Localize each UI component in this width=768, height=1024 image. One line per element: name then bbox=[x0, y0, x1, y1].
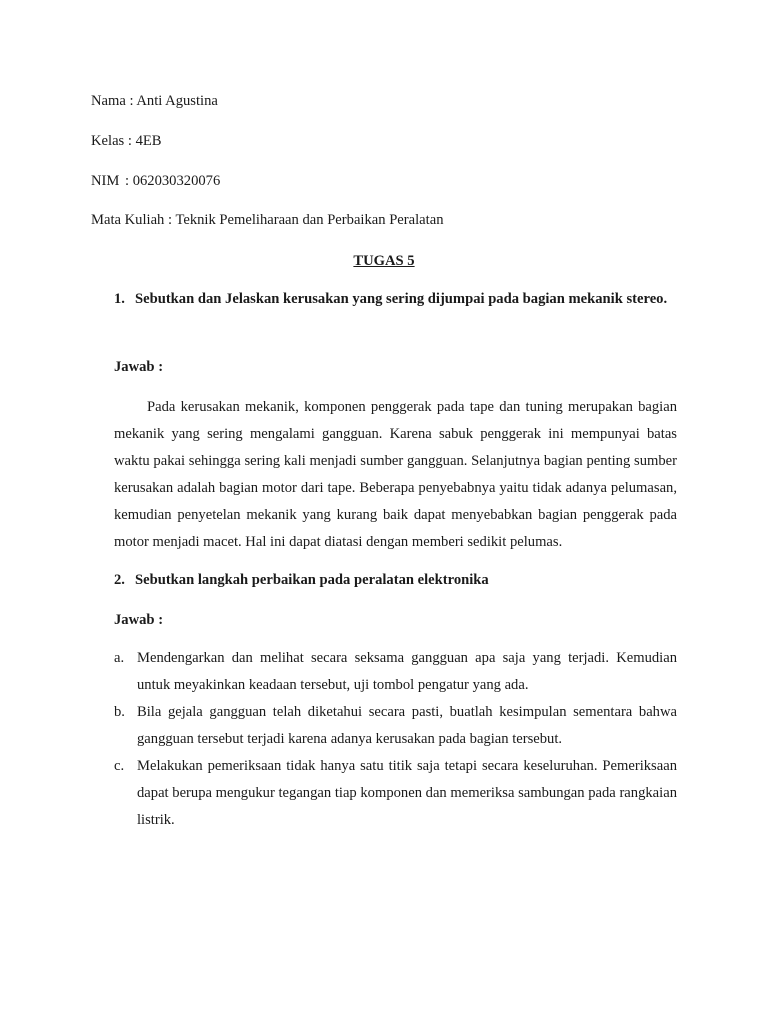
list-item bbox=[114, 699, 677, 753]
list-marker: a. bbox=[114, 650, 125, 666]
assignment-title: TUGAS 5 bbox=[353, 253, 415, 269]
answer-label: Jawab : bbox=[114, 612, 164, 628]
question-number: 2. bbox=[114, 572, 125, 588]
list-item-text: Mendengarkan dan melihat secara seksama gangguan apa saja yang terjadi. Kemudian untuk meyakinkan keadaan tersebut, uji tombol pengatur yang ada. bbox=[137, 650, 677, 693]
list-item bbox=[114, 645, 677, 699]
student-id bbox=[91, 172, 220, 190]
student-class: Kelas : 4EB bbox=[91, 133, 162, 149]
course-name: Mata Kuliah : Teknik Pemeliharaan dan Perbaikan Peralatan bbox=[91, 212, 444, 228]
answer-paragraph: Pada kerusakan mekanik, komponen penggerak pada tape dan tuning merupakan bagian mekanik yang sering mengalami gangguan. Karena sabuk penggerak ini mempunyai batas waktu pakai sehingga sering kali menjadi sumber gangguan. Selanjutnya bagian penting sumber kerusakan adalah bagian motor dari tape. Beberapa penyebabnya yaitu tidak adanya pelumasan, kemudian penyetelan mekanik yang kurang baik dapat menyebabkan bagian penggerak pada motor menjadi macet. Hal ini dapat diatasi dengan memberi sedikit pelumas. bbox=[114, 399, 677, 550]
question-text: Sebutkan langkah perbaikan pada peralatan elektronika bbox=[135, 572, 489, 588]
student-id-label: NIM bbox=[91, 173, 120, 189]
list-marker: b. bbox=[114, 704, 125, 720]
student-id-value: : 062030320076 bbox=[125, 173, 221, 189]
list-item bbox=[114, 753, 677, 834]
answer-label: Jawab : bbox=[114, 359, 164, 375]
student-name: Nama : Anti Agustina bbox=[91, 93, 218, 109]
question-2 bbox=[114, 567, 677, 594]
answer-list bbox=[114, 645, 677, 834]
list-marker: c. bbox=[114, 758, 125, 774]
list-item-text: Melakukan pemeriksaan tidak hanya satu titik saja tetapi secara keseluruhan. Pemeriksaan dapat berupa mengukur tegangan tiap komponen dan memeriksa sambungan pada rangkaian listrik. bbox=[137, 758, 677, 828]
list-item-text: Bila gejala gangguan telah diketahui secara pasti, buatlah kesimpulan sementara bahwa gangguan tersebut terjadi karena adanya kerusakan pada bagian tersebut. bbox=[137, 704, 677, 747]
question-text: Sebutkan dan Jelaskan kerusakan yang sering dijumpai pada bagian mekanik stereo. bbox=[135, 291, 668, 307]
question-number: 1. bbox=[114, 291, 125, 307]
question-1 bbox=[114, 286, 677, 313]
